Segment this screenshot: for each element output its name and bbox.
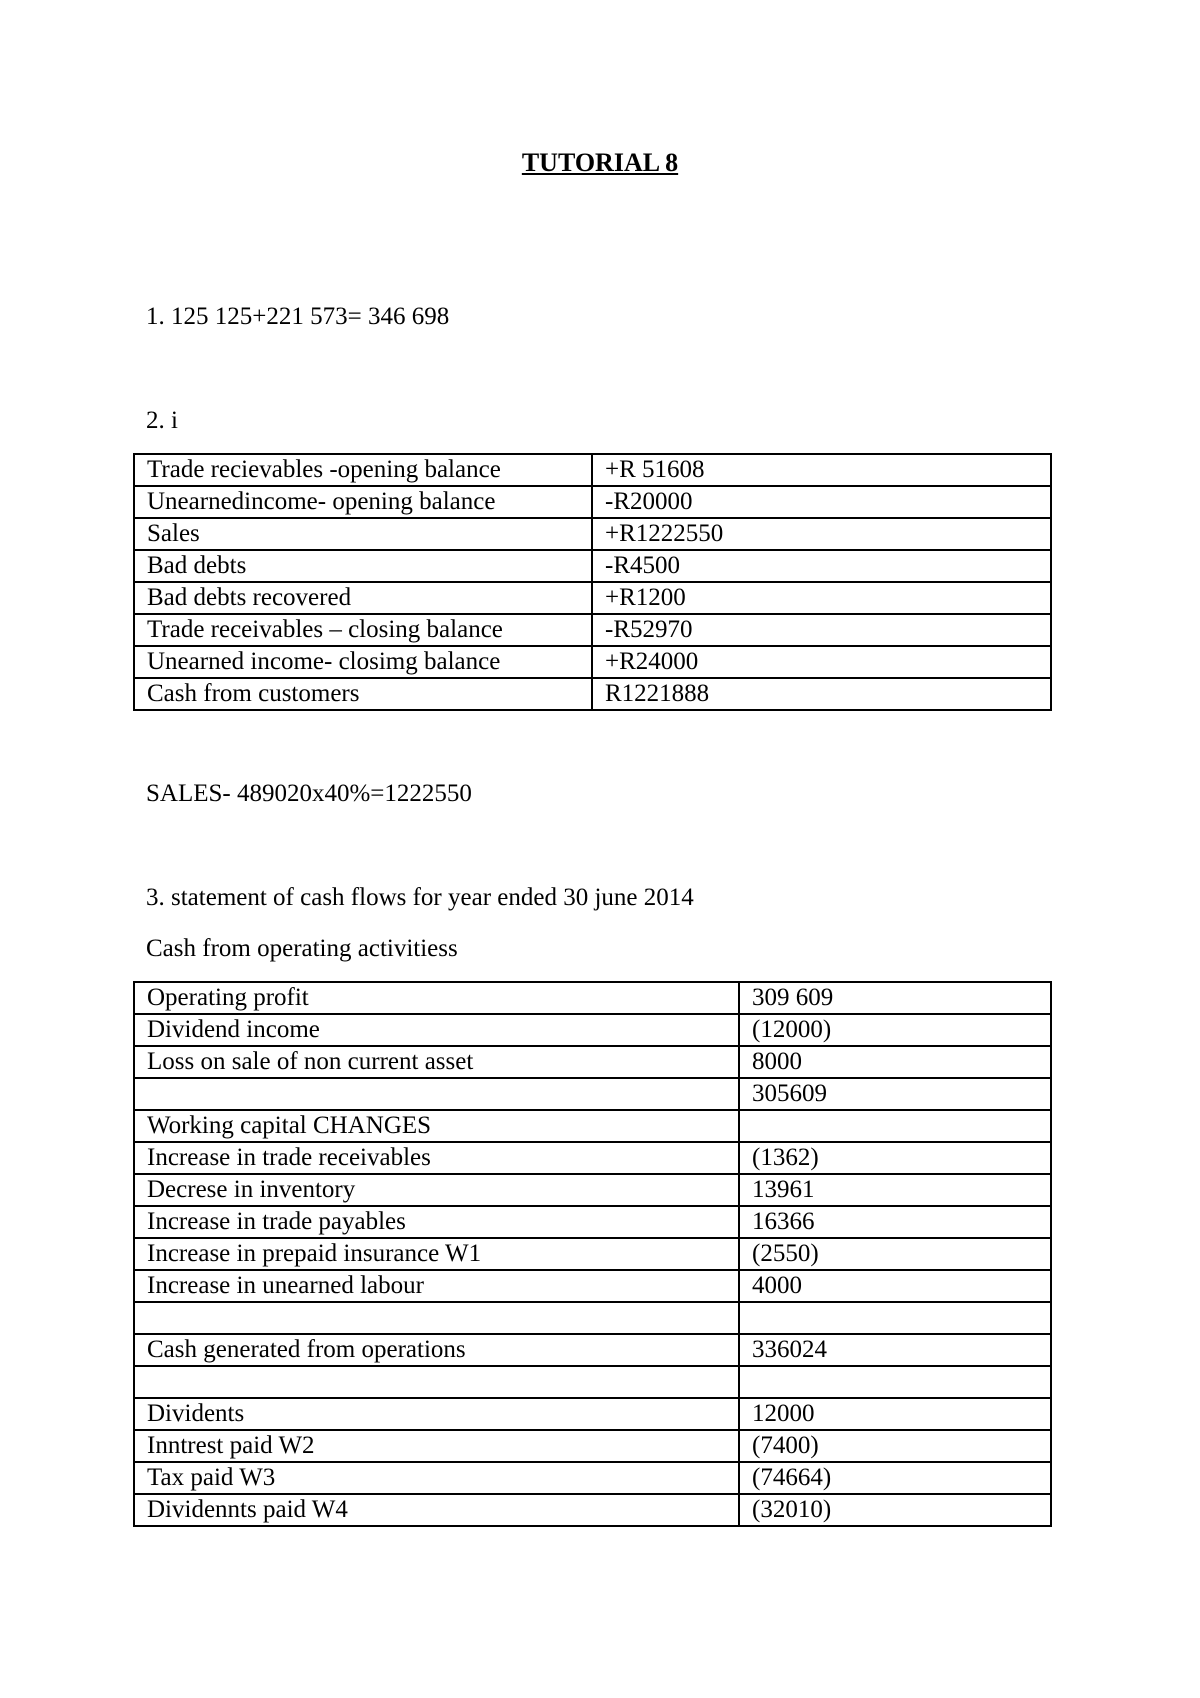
row-label — [134, 1078, 739, 1110]
row-value: 12000 — [739, 1398, 1051, 1430]
row-value: +R24000 — [592, 646, 1051, 678]
table-row — [134, 1206, 1051, 1238]
table-row — [134, 582, 1051, 614]
row-label: Bad debts — [134, 550, 592, 582]
table-row — [134, 1110, 1051, 1142]
table-row — [134, 486, 1051, 518]
table-row — [134, 1366, 1051, 1398]
row-label: Dividents — [134, 1398, 739, 1430]
question-3-line: 3. statement of cash flows for year ended 30 june 2014 — [146, 884, 694, 911]
row-value: 305609 — [739, 1078, 1051, 1110]
table-row — [134, 1334, 1051, 1366]
table-row — [134, 1494, 1051, 1526]
row-label: Bad debts recovered — [134, 582, 592, 614]
row-value — [739, 1302, 1051, 1334]
row-label: Cash generated from operations — [134, 1334, 739, 1366]
question-2-label: 2. i — [146, 407, 178, 434]
row-label: Increase in trade payables — [134, 1206, 739, 1238]
row-value: (32010) — [739, 1494, 1051, 1526]
row-label: Increase in prepaid insurance W1 — [134, 1238, 739, 1270]
row-label: Cash from customers — [134, 678, 592, 710]
row-value — [739, 1110, 1051, 1142]
row-label: Tax paid W3 — [134, 1462, 739, 1494]
table-row — [134, 982, 1051, 1014]
row-label: Sales — [134, 518, 592, 550]
row-label: Trade receivables – closing balance — [134, 614, 592, 646]
row-label: Increase in trade receivables — [134, 1142, 739, 1174]
row-value: (74664) — [739, 1462, 1051, 1494]
table-row — [134, 1430, 1051, 1462]
row-value: 4000 — [739, 1270, 1051, 1302]
row-label: Operating profit — [134, 982, 739, 1014]
row-value: (12000) — [739, 1014, 1051, 1046]
row-value: (2550) — [739, 1238, 1051, 1270]
table-row — [134, 1046, 1051, 1078]
table-row — [134, 1014, 1051, 1046]
row-value: 8000 — [739, 1046, 1051, 1078]
table-row — [134, 518, 1051, 550]
table-row — [134, 1398, 1051, 1430]
table-row — [134, 454, 1051, 486]
cash-flow-statement-table — [133, 981, 1052, 1527]
row-value: +R1222550 — [592, 518, 1051, 550]
row-value: 309 609 — [739, 982, 1051, 1014]
row-label: Loss on sale of non current asset — [134, 1046, 739, 1078]
row-label: Increase in unearned labour — [134, 1270, 739, 1302]
row-value: (1362) — [739, 1142, 1051, 1174]
table-row — [134, 614, 1051, 646]
row-label: Unearned income- closimg balance — [134, 646, 592, 678]
row-value: -R20000 — [592, 486, 1051, 518]
table-row — [134, 1462, 1051, 1494]
table-row — [134, 1174, 1051, 1206]
row-label: Dividennts paid W4 — [134, 1494, 739, 1526]
row-value: +R 51608 — [592, 454, 1051, 486]
table-row — [134, 646, 1051, 678]
row-label: Unearnedincome- opening balance — [134, 486, 592, 518]
sales-calculation-line: SALES- 489020x40%=1222550 — [146, 780, 472, 807]
table-row — [134, 1238, 1051, 1270]
row-label: Working capital CHANGES — [134, 1110, 739, 1142]
row-value: R1221888 — [592, 678, 1051, 710]
table-row — [134, 1270, 1051, 1302]
table-row — [134, 1142, 1051, 1174]
row-label — [134, 1366, 739, 1398]
row-value: 13961 — [739, 1174, 1051, 1206]
row-label — [134, 1302, 739, 1334]
row-label: Trade recievables -opening balance — [134, 454, 592, 486]
table-row — [134, 550, 1051, 582]
table-row — [134, 678, 1051, 710]
row-label: Dividend income — [134, 1014, 739, 1046]
operating-activities-heading: Cash from operating activitiess — [146, 935, 458, 962]
row-value: -R52970 — [592, 614, 1051, 646]
row-label: Inntrest paid W2 — [134, 1430, 739, 1462]
row-value: (7400) — [739, 1430, 1051, 1462]
question-1-line: 1. 125 125+221 573= 346 698 — [146, 303, 450, 330]
row-value: +R1200 — [592, 582, 1051, 614]
row-value: -R4500 — [592, 550, 1051, 582]
row-value: 336024 — [739, 1334, 1051, 1366]
cash-from-customers-table — [133, 453, 1052, 711]
table-row — [134, 1302, 1051, 1334]
table-row — [134, 1078, 1051, 1110]
row-value — [739, 1366, 1051, 1398]
row-label: Decrese in inventory — [134, 1174, 739, 1206]
row-value: 16366 — [739, 1206, 1051, 1238]
document-title: TUTORIAL 8 — [521, 148, 679, 177]
